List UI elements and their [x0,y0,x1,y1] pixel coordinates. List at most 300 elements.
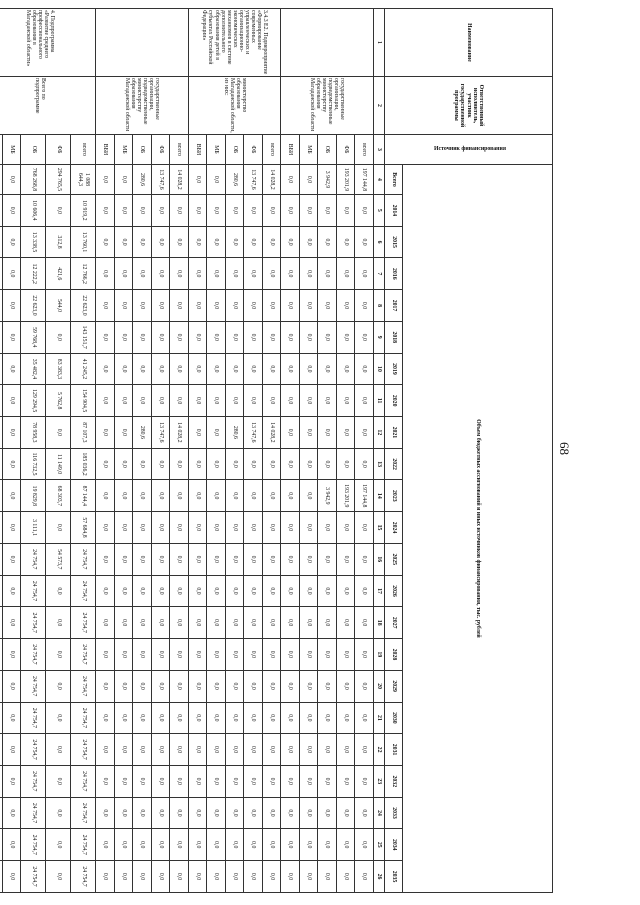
value-cell: 0,0 [3,543,22,575]
value-cell: 0,0 [263,670,282,702]
value-cell [0,448,3,480]
value-cell: 24 754,7 [71,829,96,861]
value-cell: 0,0 [281,165,300,195]
value-cell: 0,0 [115,448,134,480]
value-cell: 280,6 [226,165,245,195]
value-cell: 0,0 [152,543,171,575]
value-cell: 0,0 [133,543,152,575]
row-source: МБ [115,135,134,165]
value-cell: 0,0 [170,607,189,639]
row-source: всего [170,135,189,165]
value-cell: 0,0 [263,607,282,639]
value-cell: 0,0 [337,512,356,544]
value-cell [0,670,3,702]
value-cell: 0,0 [96,258,115,290]
value-cell: 0,0 [152,765,171,797]
value-cell: 0,0 [318,797,337,829]
value-cell: 3 942,9 [318,165,337,195]
value-cell: 13 747,6 [152,165,171,195]
value-cell: 0,0 [244,321,263,353]
value-cell: 0,0 [226,543,245,575]
value-cell: 0,0 [133,639,152,671]
value-cell: 0,0 [318,448,337,480]
value-cell [0,512,3,544]
value-cell: 544,0 [46,290,71,322]
value-cell: 0,0 [46,734,71,766]
column-number: 7 [374,258,385,290]
value-cell: 24 754,7 [21,765,46,797]
value-cell: 0,0 [133,195,152,227]
value-cell: 0,0 [244,734,263,766]
table-row [133,9,152,893]
value-cell: 24 754,7 [21,607,46,639]
value-cell: 0,0 [96,702,115,734]
value-cell: 24 754,7 [71,607,96,639]
year-header: 2026 [385,575,403,607]
value-cell [0,797,3,829]
value-cell: 0,0 [281,670,300,702]
value-cell [0,321,3,353]
value-cell: 0,0 [46,321,71,353]
value-cell: 0,0 [263,290,282,322]
value-cell [0,607,3,639]
value-cell: 197 144,8 [355,165,374,195]
value-cell: 0,0 [226,385,245,417]
value-cell: 0,0 [3,353,22,385]
value-cell: 0,0 [318,670,337,702]
value-cell: 0,0 [207,448,226,480]
value-cell: 0,0 [207,290,226,322]
value-cell: 0,0 [263,448,282,480]
value-cell: 24 754,7 [71,575,96,607]
column-number-row [374,9,385,893]
value-cell: 0,0 [189,385,208,417]
value-cell: 0,0 [337,417,356,449]
value-cell: 13 760,1 [71,226,96,258]
value-cell: 0,0 [244,861,263,893]
row-source: ОБ [21,135,46,165]
value-cell: 0,0 [226,861,245,893]
value-cell: 0,0 [115,165,134,195]
value-cell: 0,0 [300,543,319,575]
value-cell: 0,0 [133,607,152,639]
value-cell: 24 754,7 [71,639,96,671]
value-cell: 0,0 [318,702,337,734]
value-cell: 0,0 [263,702,282,734]
value-cell: 0,0 [3,639,22,671]
value-cell: 0,0 [226,226,245,258]
value-cell: 0,0 [281,226,300,258]
budget-table [0,8,553,893]
value-cell: 0,0 [263,226,282,258]
value-cell: 0,0 [281,861,300,893]
value-cell: 0,0 [115,829,134,861]
value-cell: 54 573,7 [46,543,71,575]
value-cell: 0,0 [355,797,374,829]
value-cell: 24 754,7 [21,543,46,575]
year-header: 2025 [385,543,403,575]
value-cell: 0,0 [96,290,115,322]
value-cell: 0,0 [115,385,134,417]
row-source: ВБИ [281,135,300,165]
value-cell: 0,0 [96,829,115,861]
value-cell: 0,0 [96,639,115,671]
value-cell: 0,0 [226,290,245,322]
value-cell: 0,0 [300,797,319,829]
value-cell: 0,0 [355,639,374,671]
value-cell: 197 144,8 [355,480,374,512]
value-cell: 0,0 [355,702,374,734]
value-cell: 0,0 [170,226,189,258]
value-cell: 0,0 [189,607,208,639]
value-cell: 3 111,1 [21,512,46,544]
value-cell: 22 623,0 [21,290,46,322]
column-number: 25 [374,829,385,861]
value-cell: 0,0 [207,512,226,544]
value-cell: 0,0 [300,195,319,227]
value-cell: 12 222,2 [21,258,46,290]
value-cell: 0,0 [318,575,337,607]
row-executor: Всего по подпрограмме [0,77,96,135]
value-cell: 0,0 [207,165,226,195]
value-cell: 0,0 [3,607,22,639]
row-source: ОБ [133,135,152,165]
value-cell: 0,0 [263,734,282,766]
value-cell: 0,0 [46,797,71,829]
table-row [170,9,189,893]
value-cell [0,861,3,893]
row-source [0,135,3,165]
value-cell: 280,6 [133,165,152,195]
value-cell: 0,0 [337,734,356,766]
value-cell: 0,0 [3,575,22,607]
value-cell: 24 754,7 [21,861,46,893]
value-cell: 0,0 [300,734,319,766]
value-cell: 0,0 [96,607,115,639]
value-cell: 129 294,5 [21,385,46,417]
value-cell: 0,0 [3,448,22,480]
value-cell: 0,0 [263,353,282,385]
column-number: 15 [374,512,385,544]
value-cell: 0,0 [263,575,282,607]
value-cell: 0,0 [300,512,319,544]
row-source: всего [355,135,374,165]
table-row [281,9,300,893]
row-executor: государственные организации, подведомственные министерству образования Магаданской области [96,77,189,135]
value-cell [0,829,3,861]
value-cell: 0,0 [115,480,134,512]
value-cell: 0,0 [3,385,22,417]
value-cell: 0,0 [152,480,171,512]
value-cell: 0,0 [281,765,300,797]
value-cell: 0,0 [133,226,152,258]
value-cell: 0,0 [207,702,226,734]
value-cell: 0,0 [207,480,226,512]
value-cell: 0,0 [300,417,319,449]
value-cell: 0,0 [318,385,337,417]
value-cell: 0,0 [46,195,71,227]
column-number: 11 [374,385,385,417]
value-cell: 0,0 [244,448,263,480]
value-cell: 0,0 [133,670,152,702]
value-cell: 0,0 [281,480,300,512]
value-cell: 0,0 [96,353,115,385]
column-number: 24 [374,797,385,829]
column-number: 10 [374,353,385,385]
year-header: 2028 [385,639,403,671]
value-cell: 0,0 [337,353,356,385]
value-cell: 0,0 [207,543,226,575]
header-source [385,135,553,165]
value-cell: 24 754,7 [71,670,96,702]
value-cell: 1 088 644,3 [71,165,96,195]
column-number: 26 [374,861,385,893]
value-cell: 24 754,7 [21,702,46,734]
value-cell: 0,0 [152,861,171,893]
value-cell: 14 028,2 [263,417,282,449]
value-cell: 0,0 [300,258,319,290]
value-cell: 0,0 [318,417,337,449]
value-cell: 0,0 [115,417,134,449]
page-number: 68 [557,442,572,455]
value-cell: 83 383,3 [46,353,71,385]
value-cell: 24 754,7 [71,861,96,893]
value-cell [0,639,3,671]
value-cell: 0,0 [337,861,356,893]
value-cell [0,765,3,797]
value-cell: 116 732,5 [21,448,46,480]
value-cell: 0,0 [263,195,282,227]
value-cell: 5 762,8 [46,385,71,417]
value-cell: 0,0 [152,829,171,861]
value-cell: 0,0 [96,321,115,353]
value-cell: 0,0 [300,639,319,671]
table-row [226,9,245,893]
column-number: 17 [374,575,385,607]
table-row [337,9,356,893]
value-cell: 0,0 [207,639,226,671]
value-cell: 0,0 [3,702,22,734]
table-row [115,9,134,893]
value-cell: 143 151,7 [71,321,96,353]
value-cell: 0,0 [337,765,356,797]
value-cell: 0,0 [281,829,300,861]
value-cell: 0,0 [189,226,208,258]
value-cell: 0,0 [281,321,300,353]
value-cell: 41 245,2 [71,353,96,385]
value-cell: 0,0 [226,480,245,512]
value-cell: 13 747,6 [152,417,171,449]
year-header: 2024 [385,512,403,544]
value-cell: 0,0 [281,702,300,734]
value-cell: 0,0 [115,575,134,607]
value-cell: 0,0 [3,258,22,290]
value-cell: 0,0 [133,385,152,417]
value-cell: 13 747,6 [244,165,263,195]
value-cell: 0,0 [189,165,208,195]
value-cell: 768 268,8 [21,165,46,195]
value-cell: 0,0 [318,543,337,575]
value-cell: 0,0 [189,639,208,671]
value-cell: 185 036,2 [71,448,96,480]
value-cell [0,480,3,512]
value-cell: 14 028,2 [263,165,282,195]
value-cell: 0,0 [207,575,226,607]
value-cell: 0,0 [337,321,356,353]
value-cell: 0,0 [152,321,171,353]
column-number: 21 [374,702,385,734]
value-cell: 0,0 [226,607,245,639]
value-cell: 0,0 [189,829,208,861]
value-cell: 0,0 [96,543,115,575]
table-row [189,9,208,893]
value-cell: 0,0 [207,670,226,702]
value-cell: 0,0 [244,829,263,861]
column-number: 23 [374,765,385,797]
value-cell: 0,0 [300,226,319,258]
value-cell: 0,0 [281,575,300,607]
rotated-table-wrapper [8,8,553,893]
value-cell: 0,0 [244,765,263,797]
value-cell: 0,0 [115,607,134,639]
value-cell: 0,0 [318,829,337,861]
row-source: всего [263,135,282,165]
value-cell: 0,0 [170,829,189,861]
value-cell: 0,0 [355,448,374,480]
value-cell: 0,0 [226,797,245,829]
value-cell: 0,0 [207,353,226,385]
year-header: 2031 [385,734,403,766]
value-cell: 0,0 [170,321,189,353]
value-cell: 0,0 [355,512,374,544]
value-cell: 0,0 [152,670,171,702]
value-cell: 0,0 [96,797,115,829]
table-row [263,9,282,893]
year-header: 2014 [385,195,403,227]
value-cell: 12 766,2 [71,258,96,290]
value-cell: 0,0 [244,512,263,544]
value-cell: 0,0 [152,290,171,322]
value-cell: 0,0 [244,353,263,385]
value-cell: 0,0 [337,195,356,227]
value-cell: 0,0 [115,258,134,290]
value-cell: 0,0 [133,861,152,893]
value-cell: 0,0 [189,670,208,702]
table-row [207,9,226,893]
value-cell: 0,0 [152,607,171,639]
value-cell: 59 768,4 [21,321,46,353]
value-cell: 10 919,2 [71,195,96,227]
column-number: 1 [374,9,385,77]
value-cell [0,543,3,575]
value-cell: 154 904,5 [71,385,96,417]
value-cell: 0,0 [189,702,208,734]
value-cell: 0,0 [115,861,134,893]
value-cell: 0,0 [3,417,22,449]
value-cell: 0,0 [3,797,22,829]
value-cell: 0,0 [170,448,189,480]
value-cell: 24 754,7 [71,765,96,797]
value-cell: 0,0 [300,575,319,607]
value-cell: 0,0 [115,226,134,258]
value-cell: 0,0 [318,353,337,385]
value-cell: 0,0 [263,543,282,575]
value-cell [0,290,3,322]
value-cell: 0,0 [189,575,208,607]
value-cell: 0,0 [96,765,115,797]
value-cell: 0,0 [189,512,208,544]
value-cell: 0,0 [189,734,208,766]
column-number: 13 [374,448,385,480]
value-cell: 0,0 [189,797,208,829]
value-cell: 0,0 [207,385,226,417]
value-cell: 0,0 [244,195,263,227]
value-cell: 0,0 [189,417,208,449]
value-cell: 13 747,6 [244,417,263,449]
value-cell: 0,0 [96,165,115,195]
value-cell: 0,0 [355,765,374,797]
value-cell: 0,0 [207,861,226,893]
value-cell: 0,0 [318,321,337,353]
value-cell: 0,0 [152,702,171,734]
value-cell: 0,0 [318,607,337,639]
year-header: 2033 [385,797,403,829]
value-cell: 0,0 [226,639,245,671]
value-cell: 0,0 [226,829,245,861]
year-header: 2015 [385,226,403,258]
value-cell: 0,0 [244,702,263,734]
value-cell: 87 144,4 [71,480,96,512]
value-cell [0,734,3,766]
value-cell: 0,0 [337,639,356,671]
value-cell: 68 303,7 [46,480,71,512]
year-header: 2022 [385,448,403,480]
value-cell: 193 201,9 [337,165,356,195]
value-cell: 0,0 [152,448,171,480]
value-cell: 0,0 [96,512,115,544]
value-cell: 0,0 [300,290,319,322]
value-cell: 0,0 [207,195,226,227]
value-cell: 0,0 [3,765,22,797]
value-cell: 0,0 [133,512,152,544]
value-cell: 0,0 [226,702,245,734]
value-cell: 0,0 [115,195,134,227]
value-cell: 0,0 [3,195,22,227]
value-cell: 0,0 [226,258,245,290]
value-cell: 0,0 [337,829,356,861]
value-cell: 0,0 [46,575,71,607]
value-cell: 0,0 [281,512,300,544]
value-cell: 0,0 [46,861,71,893]
value-cell: 0,0 [189,290,208,322]
value-cell: 0,0 [207,829,226,861]
table-row [46,9,71,893]
value-cell: 0,0 [152,353,171,385]
year-header: 2017 [385,290,403,322]
value-cell: 0,0 [189,543,208,575]
value-cell: 0,0 [355,607,374,639]
value-cell: 0,0 [189,258,208,290]
value-cell: 0,0 [281,639,300,671]
value-cell: 0,0 [46,417,71,449]
value-cell: 0,0 [300,702,319,734]
value-cell: 0,0 [281,607,300,639]
value-cell: 0,0 [300,670,319,702]
table-row [244,9,263,893]
value-cell: 0,0 [133,765,152,797]
header-name: Наименование [385,9,553,77]
value-cell: 57 684,8 [71,512,96,544]
